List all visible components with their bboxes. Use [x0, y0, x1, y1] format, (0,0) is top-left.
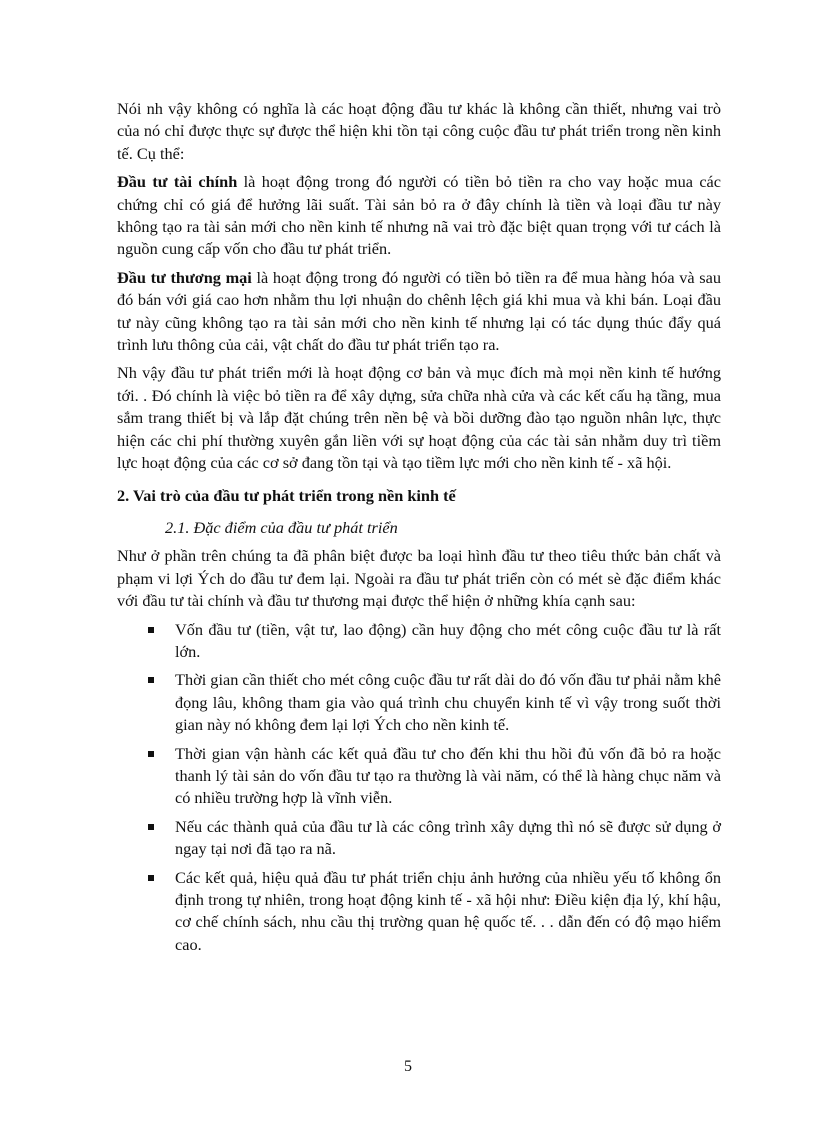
square-bullet-icon [148, 824, 154, 830]
paragraph-commercial-investment [117, 267, 721, 357]
commercial-investment-text: là hoạt động trong đó người có tiền bỏ tiền ra để mua hàng hóa và sau đó bán với giá cao hơn nhằm thu lợi nhuận do chênh lệch giá khi mua và khi bán. Loại đầu tư này cũng không tạo ra tài sản mới cho nền kinh tế nhưng lại có tác dụng thúc đẩy quá trình lưu thông của cải, vật chất do đầu tư phát triển tạo ra. [117, 267, 721, 355]
list-item-text: Thời gian cần thiết cho mét công cuộc đầu tư rất dài do đó vốn đầu tư phải nằm khê đọng lâu, không tham gia vào quá trình chu chuyển kinh tế vì vậy trong suốt thời gian này nó không đem lại lợi Ých cho nền kinh tế. [175, 670, 721, 735]
list-item [117, 867, 721, 957]
list-item [117, 743, 721, 810]
subsection-heading: 2.1. Đặc điểm của đầu tư phát triển [165, 517, 398, 537]
list-item-text: Vốn đầu tư (tiền, vật tư, lao động) cần huy động cho mét công cuộc đầu tư là rất lớn. [175, 619, 721, 661]
paragraph-intro: Nói nh vậy không có nghĩa là các hoạt động đầu tư khác là không cần thiết, nhưng vai trò của nó chỉ được thực sự được thể hiện khi tồn tại công cuộc đầu tư phát triển trong nền kinh tế. Cụ thể: [117, 99, 721, 163]
square-bullet-icon [148, 875, 154, 881]
square-bullet-icon [148, 751, 154, 757]
list-item-text: Nếu các thành quả của đầu tư là các công trình xây dựng thì nó sẽ được sử dụng ở ngay tại nơi đã tạo ra nã. [175, 816, 721, 859]
paragraph-development-investment: Nh vậy đầu tư phát triển mới là hoạt động cơ bản và mục đích mà mọi nền kinh tế hướng tới. . Đó chính là việc bỏ tiền ra để xây dựng, sửa chữa nhà cửa và các kết cấu hạ tầng, mua sắm trang thiết bị và lắp đặt chúng trên nền bệ và bồi dưỡng đào tạo nguồn nhân lực, thực hiện các chi phí thường xuyên gắn liền với sự hoạt động của các tài sản nhằm duy trì tiềm lực hoạt động của các cơ sở đang tồn tại và tạo tiềm lực mới cho nền kinh tế - xã hội. [117, 363, 721, 473]
list-item [117, 816, 721, 861]
square-bullet-icon [148, 677, 154, 683]
paragraph-financial-investment [117, 171, 721, 261]
document-body [117, 98, 721, 962]
list-item [117, 619, 721, 664]
characteristics-list [117, 619, 721, 957]
financial-investment-text: là hoạt động trong đó người có tiền bỏ tiền ra cho vay hoặc mua các chứng chỉ có giá để hưởng lãi suất. Tài sản bỏ ra ở đây chính là tiền và loại đầu tư này không tạo ra tài sản mới cho nền kinh tế nhưng nã vai trò đặc biệt quan trọng với tư cách là nguồn cung cấp vốn cho đầu tư phát triển. [117, 172, 721, 259]
section-heading: 2. Vai trò của đầu tư phát triển trong nền kinh tế [117, 485, 456, 505]
paragraph-characteristics-intro: Như ở phần trên chúng ta đã phân biệt được ba loại hình đầu tư theo tiêu thức bản chất và phạm vi lợi Ých do đầu tư đem lại. Ngoài ra đầu tư phát triển còn có mét sè đặc điểm khác với đầu tư tài chính và đầu tư thương mại được thể hiện ở những khía cạnh sau: [117, 546, 721, 611]
list-item-text: Các kết quả, hiệu quả đầu tư phát triển chịu ảnh hưởng của nhiều yếu tố không ổn định trong tự nhiên, trong hoạt động kinh tế - xã hội như: Điều kiện địa lý, khí hậu, cơ chế chính sách, nhu cầu thị trường quan hệ quốc tế. . . dẫn đến có độ mạo hiểm cao. [175, 867, 721, 954]
term-commercial-investment: Đầu tư thương mại [117, 267, 252, 287]
term-financial-investment: Đầu tư tài chính [117, 172, 238, 192]
page-number: 5 [404, 1058, 412, 1075]
list-item [117, 669, 721, 736]
square-bullet-icon [148, 627, 154, 633]
list-item-text: Thời gian vận hành các kết quả đầu tư cho đến khi thu hồi đủ vốn đã bỏ ra hoặc thanh lý tài sản do vốn đầu tư tạo ra thường là vài năm, có thể là hàng chục năm và có nhiều trường hợp là vĩnh viễn. [175, 743, 721, 808]
